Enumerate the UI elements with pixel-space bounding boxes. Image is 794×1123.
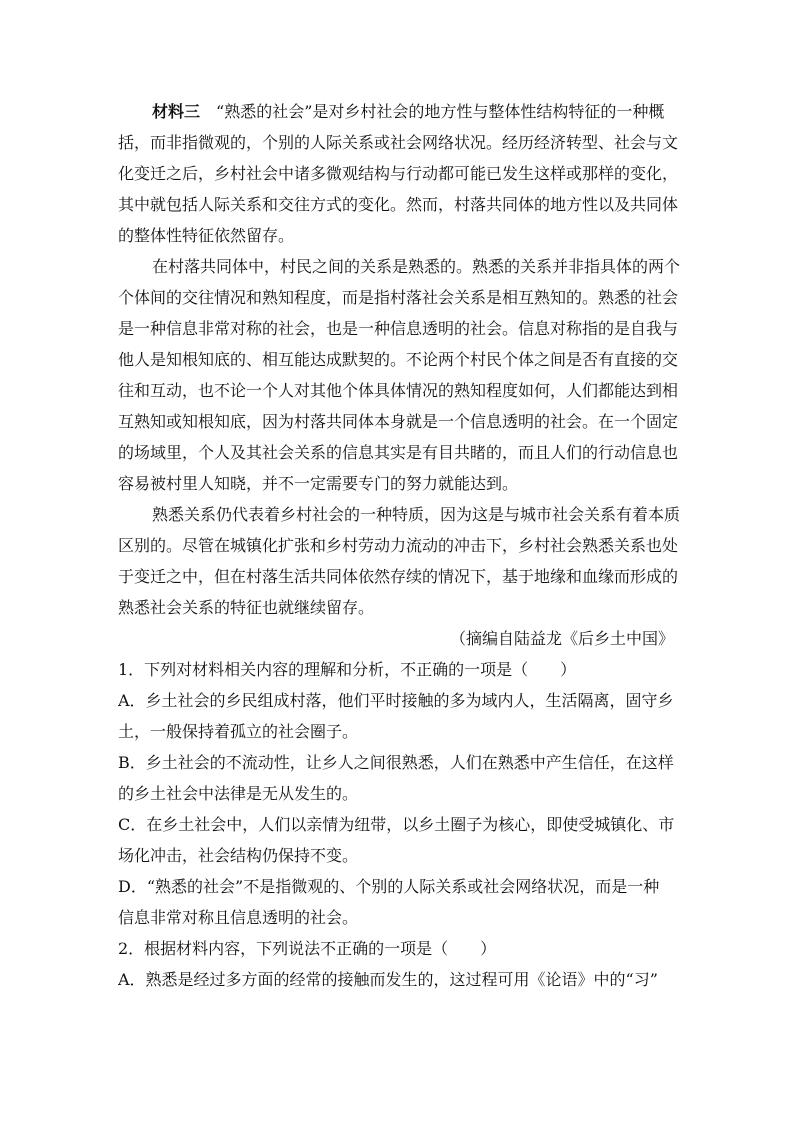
document-page (118, 96, 680, 995)
paragraph3-line-1: 熟悉关系仍代表着乡村社会的一种特质，因为这是与城市社会关系有着本质 (152, 505, 680, 524)
question1-stem: 1．下列对材料相关内容的理解和分析，不正确的一项是（ ） (118, 660, 577, 679)
question1-option-b-line-2: 的乡土社会中法律是无从发生的。 (118, 784, 359, 803)
paragraph2-line-8: 容易被村里人知晓，并不一定需要专门的努力就能达到。 (118, 474, 519, 493)
material3-line-1 (118, 96, 680, 127)
question2-option-a-line-1: A．熟悉是经过多方面的经常的接触而发生的，这过程可用《论语》中的“习” (118, 970, 658, 989)
question1-option-d-line-1: D．“熟悉的社会”不是指微观的、个别的人际关系或社会网络状况，而是一种 (118, 877, 660, 896)
material3-line-4: 其中就包括人际关系和交往方式的变化。然而，村落共同体的地方性以及共同体 (118, 195, 679, 214)
paragraph2-line-3: 是一种信息非常对称的社会，也是一种信息透明的社会。信息对称指的是自我与 (118, 319, 679, 338)
question1-option-c-line-1: C．在乡土社会中，人们以亲情为纽带，以乡土圈子为核心，即使受城镇化、市 (118, 815, 675, 834)
question1-option-a-line-1: A．乡土社会的乡民组成村落，他们平时接触的多为域内人，生活隔离，固守乡 (118, 691, 674, 710)
material3-text: “熟悉的社会”是对乡村社会的地方性与整体性结构特征的一种概 (216, 102, 665, 121)
paragraph2-line-6: 互熟知或知根知底，因为村落共同体本身就是一个信息透明的社会。在一个固定 (118, 412, 679, 431)
material3-line-5: 的整体性特征依然留存。 (118, 226, 295, 245)
paragraph2-line-4: 他人是知根知底的、相互能达成默契的。不论两个村民个体之间是否有直接的交 (118, 350, 679, 369)
paragraph2-line-7: 的场域里，个人及其社会关系的信息其实是有目共睹的，而且人们的行动信息也 (118, 443, 679, 462)
material3-line-2: 括，而非指微观的，个别的人际关系或社会网络状况。经历经济转型、社会与文 (118, 133, 679, 152)
question1-option-c-line-2: 场化冲击，社会结构仍保持不变。 (118, 846, 359, 865)
paragraph2-line-2: 个体间的交往情况和熟知程度，而是指村落社会关系是相互熟知的。熟悉的社会 (118, 288, 679, 307)
paragraph3-line-4: 熟悉社会关系的特征也就继续留存。 (118, 598, 375, 617)
material3-line-3: 化变迁之后，乡村社会中诸多微观结构与行动都可能已发生这样或那样的变化， (118, 164, 679, 183)
source-citation: （摘编自陆益龙《后乡土中国》 (449, 629, 674, 648)
paragraph3-line-2: 区别的。尽管在城镇化扩张和乡村劳动力流动的冲击下，乡村社会熟悉关系也处 (118, 536, 679, 555)
paragraph2-line-5: 往和互动，也不论一个人对其他个体具体情况的熟知程度如何，人们都能达到相 (118, 381, 679, 400)
question1-option-d-line-2: 信息非常对称且信息透明的社会。 (118, 908, 359, 927)
material3-label: 材料三 (152, 102, 201, 121)
paragraph3-line-3: 于变迁之中，但在村落生活共同体依然存续的情况下，基于地缘和血缘而形成的 (118, 567, 679, 586)
question1-option-b-line-1: B．乡土社会的不流动性，让乡人之间很熟悉，人们在熟悉中产生信任，在这样 (118, 753, 674, 772)
question1-option-a-line-2: 土，一般保持着孤立的社会圈子。 (118, 722, 359, 741)
paragraph2-line-1: 在村落共同体中，村民之间的关系是熟悉的。熟悉的关系并非指具体的两个 (152, 257, 680, 276)
question2-stem: 2．根据材料内容，下列说法不正确的一项是（ ） (118, 939, 497, 958)
